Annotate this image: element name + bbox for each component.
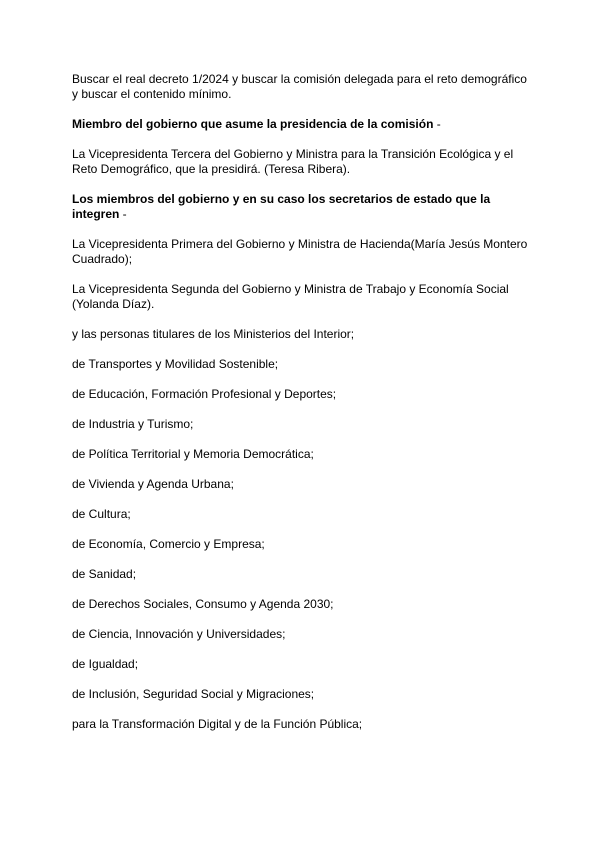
member-item: de Vivienda y Agenda Urbana; (72, 477, 234, 491)
member-item: para la Transformación Digital y de la Función Pública; (72, 717, 363, 731)
section-heading-members (72, 192, 534, 222)
section-heading-text: Los miembros del gobierno y en su caso los secretarios de estado que la integren (72, 192, 491, 221)
member-item: de Transportes y Movilidad Sostenible; (72, 357, 279, 371)
member-item: de Economía, Comercio y Empresa; (72, 537, 265, 551)
member-item: de Cultura; (72, 507, 131, 521)
member-item: La Vicepresidenta Primera del Gobierno y Ministra de Hacienda(María Jesús Montero Cuadrado); (72, 237, 528, 266)
member-item: de Educación, Formación Profesional y Deportes; (72, 387, 337, 401)
member-item: La Vicepresidenta Segunda del Gobierno y Ministra de Trabajo y Economía Social (Yolanda Díaz). (72, 282, 509, 311)
member-item: de Sanidad; (72, 567, 137, 581)
section-heading-suffix: - (119, 207, 127, 221)
member-item: de Ciencia, Innovación y Universidades; (72, 627, 286, 641)
intro-paragraph: Buscar el real decreto 1/2024 y buscar la comisión delegada para el reto demográfico y buscar el contenido mínimo. (72, 72, 527, 101)
member-item: de Inclusión, Seguridad Social y Migraciones; (72, 687, 315, 701)
presidency-paragraph: La Vicepresidenta Tercera del Gobierno y Ministra para la Transición Ecológica y el Reto Demográfico, que la presidirá. (Teresa Ribera). (72, 147, 514, 176)
member-item: de Derechos Sociales, Consumo y Agenda 2030; (72, 597, 334, 611)
section-heading-presidency (72, 117, 534, 132)
document-page (72, 72, 534, 747)
section-heading-text: Miembro del gobierno que asume la presidencia de la comisión (72, 117, 434, 131)
member-item: de Igualdad; (72, 657, 139, 671)
section-heading-suffix: - (433, 117, 441, 131)
member-item: de Industria y Turismo; (72, 417, 194, 431)
member-item: y las personas titulares de los Ministerios del Interior; (72, 327, 355, 341)
member-item: de Política Territorial y Memoria Democrática; (72, 447, 314, 461)
